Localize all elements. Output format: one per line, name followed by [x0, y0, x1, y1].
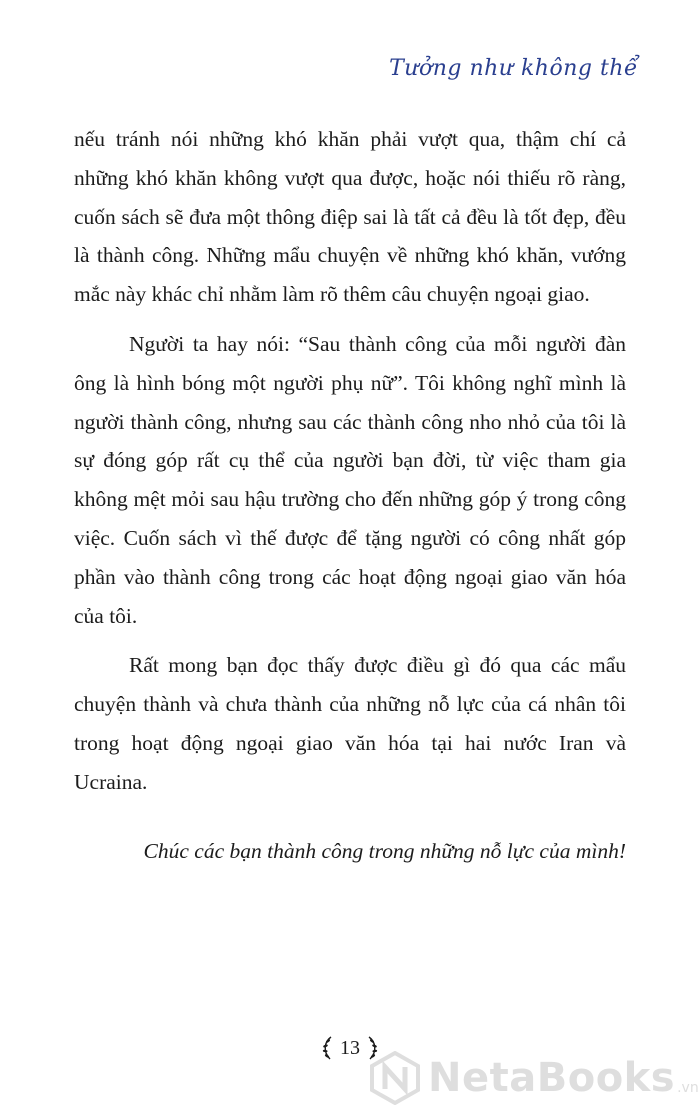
- running-header-title: Tưởng như không thể: [389, 56, 638, 81]
- paragraph-2: Người ta hay nói: “Sau thành công của mỗi người đàn ông là hình bóng một người phụ nữ”. Tôi không nghĩ mình là người thành công, nhưng sau các thành công nho nhỏ của tôi là sự đóng góp rất cụ thể của người bạn đời, từ việc tham gia không mệt mỏi sau hậu trường cho đến những góp ý trong công việc. Cuốn sách vì thế được để tặng người có công nhất góp phần vào thành công trong các hoạt động ngoại giao văn hóa của tôi.: [74, 331, 626, 628]
- closing-line: Chúc các bạn thành công trong những nỗ lực của mình!: [143, 838, 626, 863]
- watermark-brand: NetaBooks: [428, 1055, 676, 1101]
- laurel-left-icon: [320, 1035, 334, 1061]
- watermark: [368, 1048, 699, 1108]
- netabooks-logo-icon: [368, 1051, 422, 1105]
- paragraph-3: Rất mong bạn đọc thấy được điều gì đó qua các mẩu chuyện thành và chưa thành của những nỗ lực của cá nhân tôi trong hoạt động ngoại giao văn hóa tại hai nước Iran và Ucraina.: [74, 653, 626, 794]
- page-number: 13: [340, 1036, 360, 1059]
- watermark-suffix: .vn: [677, 1080, 699, 1096]
- body-text: [74, 120, 626, 870]
- paragraph-1: nếu tránh nói những khó khăn phải vượt qua, thậm chí cả những khó khăn không vượt qua được, hoặc nói thiếu rõ ràng, cuốn sách sẽ đưa một thông điệp sai là tất cả đều là tốt đẹp, đều là thành công. Những mẩu chuyện về những khó khăn, vướng mắc này khác chỉ nhằm làm rõ thêm câu chuyện ngoại giao.: [74, 127, 626, 307]
